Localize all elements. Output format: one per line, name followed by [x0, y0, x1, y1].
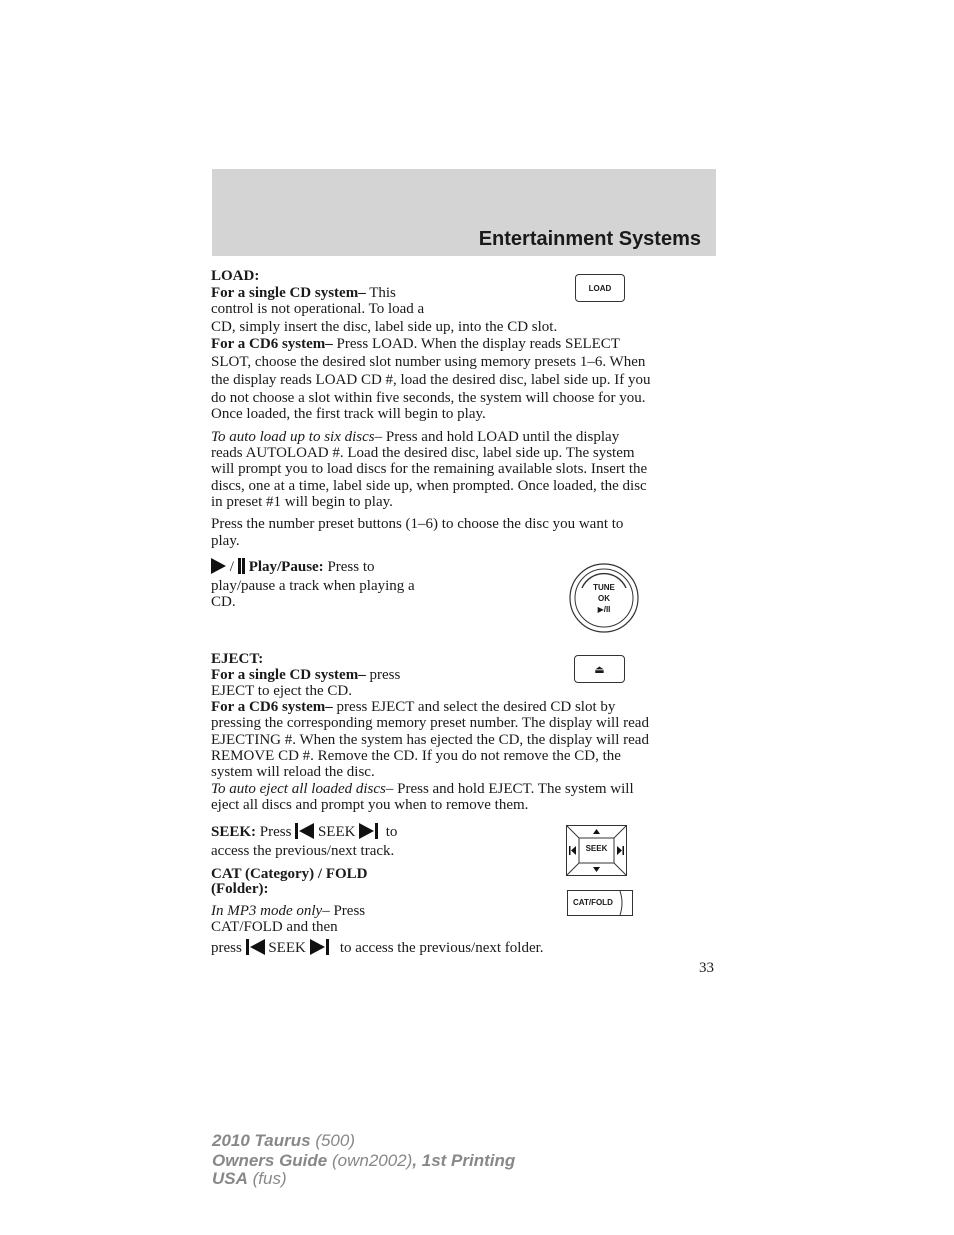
- cat-mp3-line2: CAT/FOLD and then: [211, 919, 338, 935]
- load-cd6-line1: [211, 336, 620, 353]
- eject-heading: EJECT:: [211, 651, 264, 667]
- eject-auto-text: – Press and hold EJECT. The system will: [385, 781, 634, 797]
- catfold-edge-icon: [618, 891, 630, 915]
- eject-single-line2: EJECT to eject the CD.: [211, 683, 352, 699]
- play-line3: CD.: [211, 594, 236, 610]
- catfold-label: CAT/FOLD: [573, 898, 613, 907]
- cat-heading-line2: (Folder):: [211, 881, 269, 897]
- preset-line1: Press the number preset buttons (1–6) to choose the disc you want to: [211, 516, 624, 532]
- cat-mp3-line1: [211, 903, 365, 920]
- eject-auto-line1: [211, 781, 634, 798]
- load-cd6-line5: Once loaded, the first track will begin to play.: [211, 406, 486, 422]
- cat-seek-forward-icon: [310, 939, 329, 960]
- load-single-label: For a single CD system–: [211, 285, 366, 301]
- knob-ok-label: OK: [598, 594, 610, 603]
- load-auto-text: – Press and hold LOAD until the display: [374, 429, 620, 445]
- footer-model-code: (500): [310, 1131, 356, 1150]
- load-button-illustration: LOAD: [575, 274, 625, 302]
- load-auto-line1: [211, 429, 619, 446]
- load-auto-line3: will prompt you to load discs for the remaining available slots. Insert the: [211, 461, 648, 477]
- eject-single-label: For a single CD system–: [211, 667, 366, 683]
- cat-seek-word: SEEK: [268, 940, 306, 956]
- seek-line2: access the previous/next track.: [211, 843, 395, 859]
- catfold-button-illustration: [567, 890, 633, 916]
- footer-market: USA: [212, 1169, 248, 1188]
- load-cd6-line4: do not choose a slot within five seconds, the system will choose for you.: [211, 390, 646, 406]
- eject-cd6-line4: REMOVE CD #. Remove the CD. If you do not remove the CD, the: [211, 748, 621, 764]
- eject-single-line1: [211, 667, 400, 684]
- footer-model: 2010 Taurus: [212, 1131, 311, 1150]
- eject-cd6-text: press EJECT and select the desired CD slot by: [332, 699, 616, 715]
- eject-cd6-line1: [211, 699, 615, 716]
- page-number: 33: [699, 960, 714, 976]
- cat-press: press: [211, 940, 242, 956]
- cat-seek-back-icon: [246, 939, 265, 960]
- eject-icon: ⏏: [594, 663, 605, 676]
- knob-playpause-label: ▶/II: [597, 605, 611, 614]
- eject-single-text: press: [365, 667, 401, 683]
- seek-pad-label: SEEK: [585, 844, 608, 853]
- footer-market-code: (fus): [247, 1169, 287, 1188]
- load-auto-line5: in preset #1 will begin to play.: [211, 494, 393, 510]
- eject-auto-line2: eject all discs and prompt you when to remove them.: [211, 797, 529, 813]
- seek-label: SEEK:: [211, 824, 257, 840]
- eject-button-illustration: [574, 655, 625, 683]
- play-label: Play/Pause:: [248, 559, 324, 575]
- seek-press: Press: [256, 824, 292, 840]
- footer-line3: [212, 1169, 287, 1188]
- cat-heading-line1: CAT (Category) / FOLD: [211, 866, 368, 882]
- eject-cd6-label: For a CD6 system–: [211, 699, 333, 715]
- load-heading: LOAD:: [211, 268, 260, 284]
- load-cd6-label: For a CD6 system–: [211, 336, 333, 352]
- cat-mp3-line3: [211, 939, 544, 960]
- cat-text-end: to access the previous/next folder.: [339, 940, 544, 956]
- eject-cd6-line2: pressing the corresponding memory preset number. The display will read: [211, 715, 649, 731]
- seek-to: to: [385, 824, 398, 840]
- load-cd6-text: Press LOAD. When the display reads SELECT: [332, 336, 620, 352]
- play-text: Press to: [323, 559, 375, 575]
- load-auto-line2: reads AUTOLOAD #. Load the desired disc, label side up. The system: [211, 445, 635, 461]
- load-single-line1: [211, 285, 396, 302]
- load-auto-line4: discs, one at a time, label side up, when prompted. Once loaded, the disc: [211, 478, 647, 494]
- seek-line1: [211, 823, 397, 844]
- footer-line2: [212, 1151, 515, 1170]
- section-title: Entertainment Systems: [478, 228, 701, 250]
- cat-mp3-text: – Press: [322, 903, 366, 919]
- pause-icon: [238, 559, 245, 575]
- footer-guide: Owners Guide: [212, 1151, 328, 1170]
- seek-back-icon: [295, 823, 314, 844]
- seek-word: SEEK: [317, 824, 356, 840]
- load-cd6-line3: the display reads LOAD CD #, load the desired disc, label side up. If you: [211, 372, 651, 388]
- footer-line1: [212, 1131, 355, 1150]
- preset-line2: play.: [211, 533, 240, 549]
- load-cd6-line2: SLOT, choose the desired slot number using memory presets 1–6. When: [211, 354, 646, 370]
- load-single-line2: control is not operational. To load a: [211, 301, 425, 317]
- section-header: [212, 169, 716, 256]
- cat-mp3-label: In MP3 mode only: [211, 903, 323, 919]
- footer-guide-code: (own2002): [327, 1151, 413, 1170]
- footer-printing: , 1st Printing: [412, 1151, 516, 1170]
- knob-tune-label: TUNE: [593, 583, 615, 592]
- seek-forward-icon: [359, 823, 378, 844]
- eject-cd6-line5: system will reload the disc.: [211, 764, 375, 780]
- play-line2: play/pause a track when playing a: [211, 578, 415, 594]
- load-single-line3: CD, simply insert the disc, label side up, into the CD slot.: [211, 319, 558, 335]
- play-line1: [211, 558, 375, 576]
- play-slash: /: [229, 559, 234, 575]
- eject-cd6-line3: EJECTING #. When the system has ejected the CD, the display will read: [211, 732, 649, 748]
- load-auto-label: To auto load up to six discs: [211, 429, 375, 445]
- seek-pad-illustration: [566, 825, 627, 876]
- eject-auto-label: To auto eject all loaded discs: [211, 781, 386, 797]
- tune-knob-illustration: [568, 562, 640, 634]
- play-icon: [211, 558, 226, 574]
- load-single-text: This: [365, 285, 396, 301]
